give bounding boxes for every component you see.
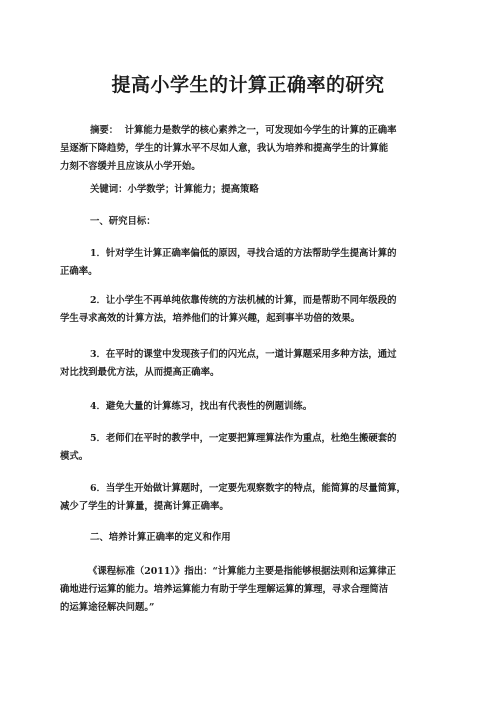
keywords-line: 关键词：小学数学；计算能力；提高策略 xyxy=(90,184,259,195)
section-heading-2: 二、培养计算正确率的定义和作用 xyxy=(90,532,231,543)
list-item-1: 1．针对学生计算正确率偏低的原因，寻找合适的方法帮助学生提高计算的 正确率。 xyxy=(60,248,397,277)
abstract-line-1: 摘要： 计算能力是数学的核心素养之一，可发现如今学生的计算的正确率 xyxy=(90,125,397,136)
list-item-5: 5．老师们在平时的教学中，一定要把算理算法作为重点，杜绝生搬硬套的 模式。 xyxy=(60,433,397,462)
abstract-paragraph xyxy=(60,122,440,176)
list-item-2: 2．让小学生不再单纯依靠传统的方法机械的计算，而是帮助不同年级段的 学生寻求高效的计算方法，培养他们的计算兴趣，起到事半功倍的效果。 xyxy=(60,295,397,324)
quote-paragraph: 《课程标准（2011）》指出：“计算能力主要是指能够根据法则和运算律正 确地进行运算的能力。培养运算能力有助于学生理解运算的算理，寻求合理简洁 的运算途径解决问题。” xyxy=(60,566,397,613)
list-item-6: 6．当学生开始做计算题时，一定要先观察数字的特点，能简算的尽量简算， 减少了学生的计算量，提高计算正确率。 xyxy=(60,483,406,512)
abstract-line-3: 力刻不容缓并且应该从小学开始。 xyxy=(60,161,201,172)
page-title: 提高小学生的计算正确率的研究 xyxy=(111,74,385,96)
abstract-line-2: 呈逐渐下降趋势，学生的计算水平不尽如人意，我认为培养和提高学生的计算能 xyxy=(60,143,389,154)
list-item-3: 3．在平时的课堂中发现孩子们的闪光点，一道计算题采用多种方法，通过 对比找到最优方法，从而提高正确率。 xyxy=(60,349,397,378)
list-item-4: 4．避免大量的计算练习，找出有代表性的例题训练。 xyxy=(90,401,313,412)
section-heading-1: 一、研究目标： xyxy=(90,216,156,227)
abstract-label: 摘要： xyxy=(90,125,119,136)
